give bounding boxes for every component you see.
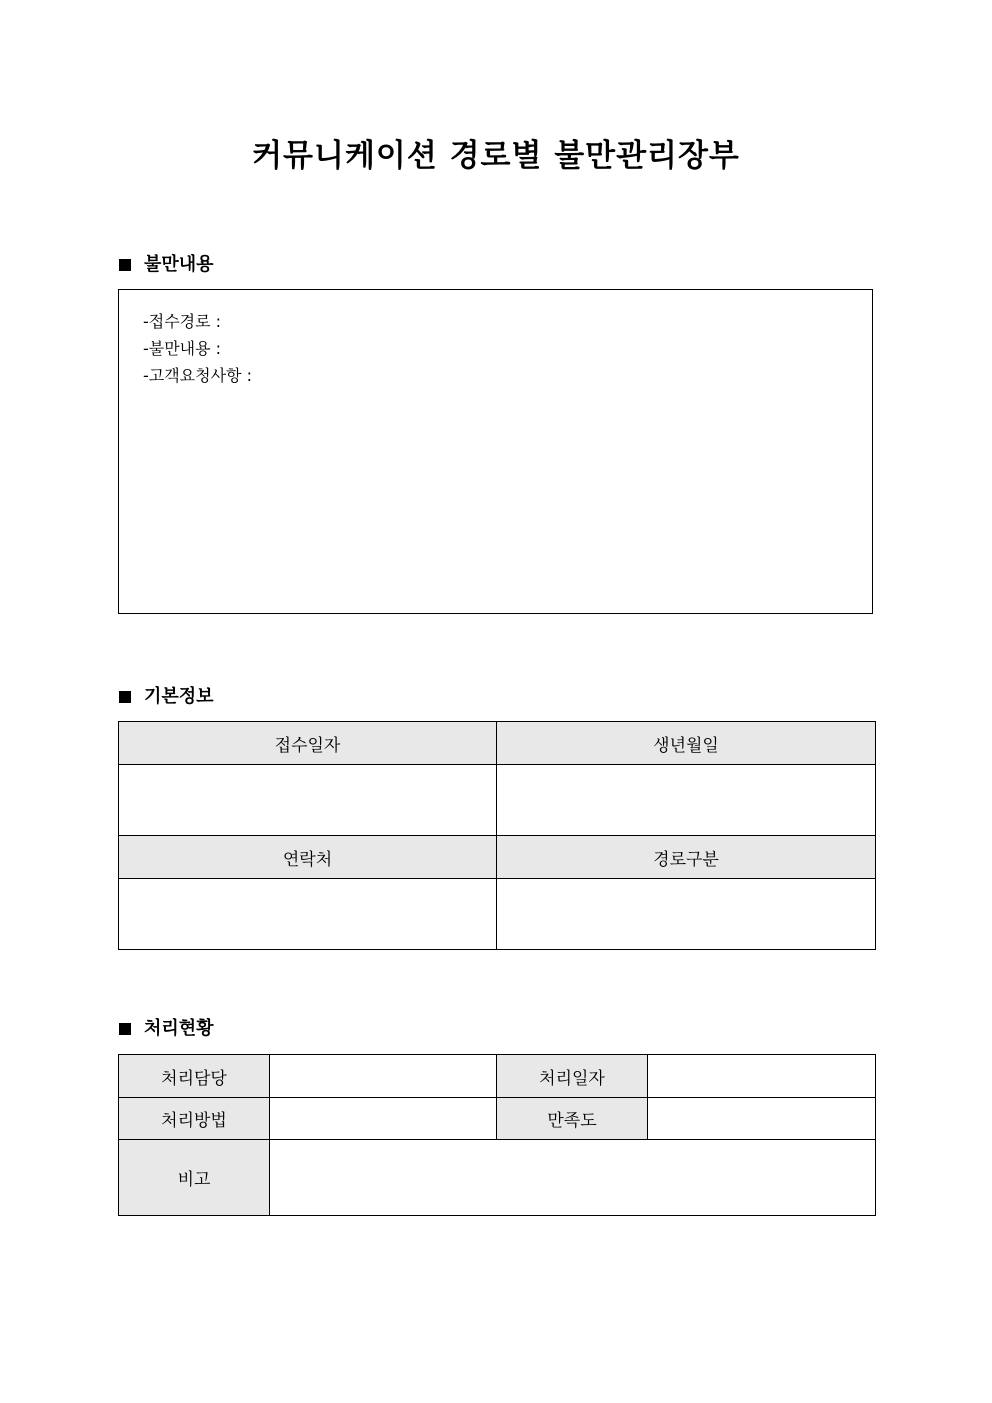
- complaint-line-content: -불만내용 :: [143, 339, 222, 358]
- handler-label: 처리담당: [119, 1055, 270, 1098]
- processing-status-table: [118, 1054, 876, 1216]
- basic-info-section-title: 기본정보: [144, 686, 214, 707]
- basic-info-table: [118, 721, 876, 950]
- table-row: [119, 1140, 876, 1216]
- handler-field[interactable]: [270, 1055, 497, 1098]
- complaint-line-route: -접수경로 :: [143, 312, 222, 331]
- process-date-field[interactable]: [648, 1055, 876, 1098]
- table-row: [119, 722, 876, 765]
- birth-date-field[interactable]: [497, 765, 876, 836]
- complaint-section-title: 불만내용: [144, 254, 214, 275]
- process-date-label: 처리일자: [497, 1055, 648, 1098]
- satisfaction-field[interactable]: [648, 1098, 876, 1140]
- basic-info-section-heading: [119, 685, 214, 709]
- remarks-field[interactable]: [270, 1140, 876, 1216]
- method-field[interactable]: [270, 1098, 497, 1140]
- complaint-content-box[interactable]: [118, 289, 873, 614]
- processing-section-heading: [119, 1017, 214, 1041]
- square-bullet-icon: [119, 1023, 131, 1035]
- birth-date-label: 생년월일: [497, 722, 876, 765]
- contact-field[interactable]: [119, 879, 497, 950]
- remarks-label: 비고: [119, 1140, 270, 1216]
- receipt-date-label: 접수일자: [119, 722, 497, 765]
- square-bullet-icon: [119, 259, 131, 271]
- table-row: [119, 1098, 876, 1140]
- route-type-field[interactable]: [497, 879, 876, 950]
- processing-section-title: 처리현황: [144, 1018, 214, 1039]
- satisfaction-label: 만족도: [497, 1098, 648, 1140]
- complaint-section-heading: [119, 253, 214, 277]
- table-row: [119, 765, 876, 836]
- complaint-line-request: -고객요청사항 :: [143, 366, 252, 385]
- contact-label: 연락처: [119, 836, 497, 879]
- page-title: 커뮤니케이션 경로별 불만관리장부: [252, 138, 740, 174]
- table-row: [119, 879, 876, 950]
- method-label: 처리방법: [119, 1098, 270, 1140]
- table-row: [119, 836, 876, 879]
- table-row: [119, 1055, 876, 1098]
- receipt-date-field[interactable]: [119, 765, 497, 836]
- route-type-label: 경로구분: [497, 836, 876, 879]
- square-bullet-icon: [119, 691, 131, 703]
